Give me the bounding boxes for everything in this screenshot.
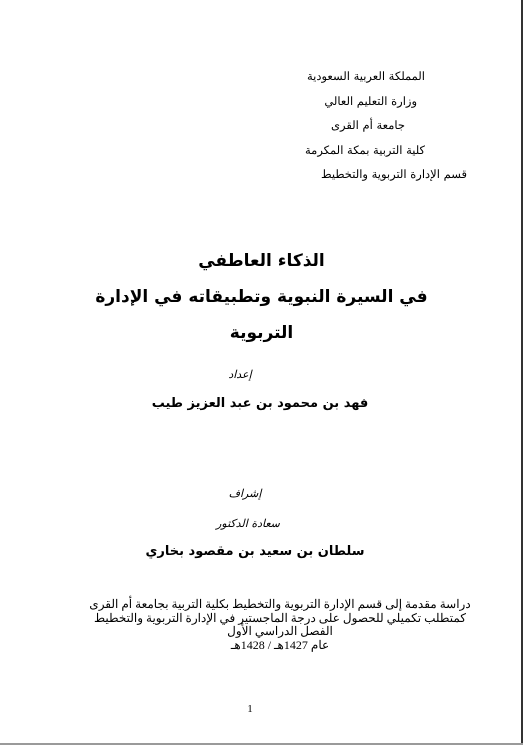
institution-university: جامعة أم القرى [331,118,405,132]
supervisor-title: سعادة الدكتور [216,517,280,530]
study-line-2: كمتطلب تكميلي للحصول على درجة الماجستير في الإدارة التربوية والتخطيط [94,610,466,625]
study-line-4: عام 1427هـ / 1428هـ [230,637,330,652]
institution-ministry: وزارة التعليم العالي [324,93,417,108]
title-line-1: الذكاء العاطفي [198,251,325,271]
thesis-title [40,243,483,351]
institution-college: كلية التربية بمكة المكرمة [305,142,425,157]
study-line-3: الفصل الدراسي الأول [227,624,333,638]
study-statement [50,598,510,652]
page-number: 1 [247,703,253,715]
institution-block [207,64,467,187]
institution-country: المملكة العربية السعودية [307,69,425,83]
title-line-2: في السيرة النبوية وتطبيقاته في الإدارة [95,287,428,307]
author-label: إعداد [228,368,252,381]
author-name: فهد بن محمود بن عبد العزيز طيب [151,396,369,411]
title-line-3: التربوية [229,323,294,343]
supervisor-name: سلطان بن سعيد بن مقصود بخاري [145,544,365,559]
study-line-1: دراسة مقدمة إلى قسم الإدارة التربوية والتخطيط بكلية التربية بجامعة أم القرى [89,597,471,611]
supervisor-label: إشراف [228,487,262,500]
institution-department: قسم الإدارة التربوية والتخطيط [320,167,467,181]
